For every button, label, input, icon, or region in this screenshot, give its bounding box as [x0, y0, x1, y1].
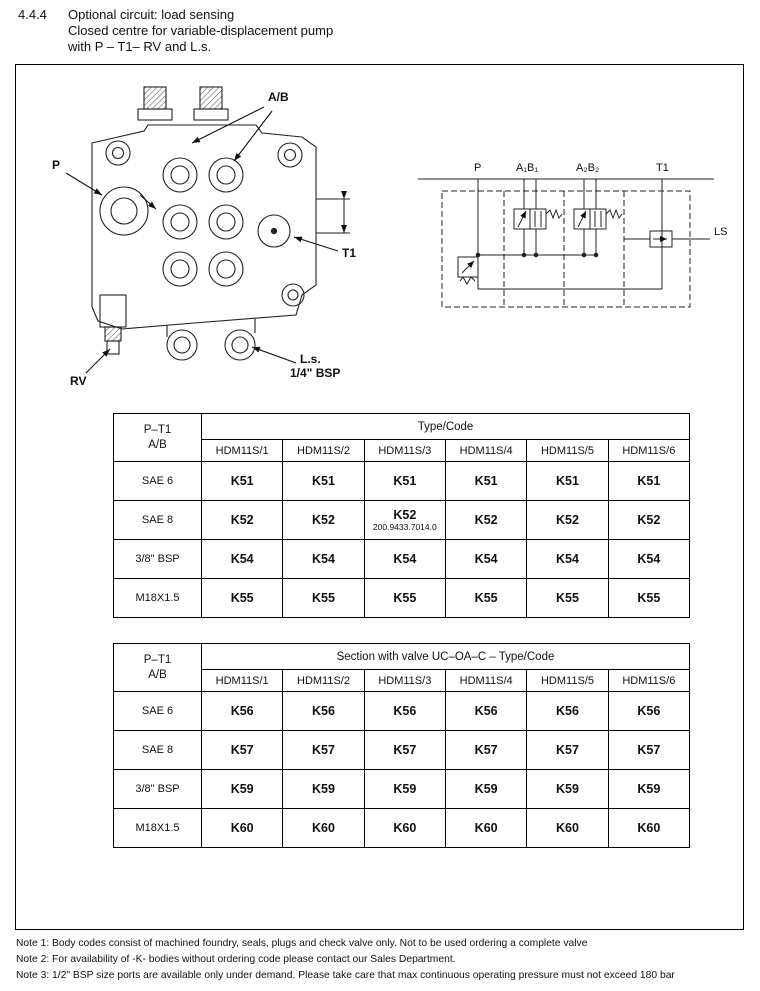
cell-code: K52	[393, 508, 417, 522]
table-cell: K52	[283, 501, 364, 540]
column-header: HDM11S/6	[608, 670, 689, 692]
column-header: HDM11S/4	[445, 670, 526, 692]
table-cell: K55	[527, 579, 608, 618]
table-cell: K59	[608, 770, 689, 809]
leader-p-icon	[66, 173, 102, 195]
table-cell: K59	[364, 770, 445, 809]
table-cell: K56	[527, 692, 608, 731]
table-cell: K56	[445, 692, 526, 731]
content-frame	[15, 64, 744, 930]
stud-icon	[144, 87, 166, 109]
section-number: 4.4.4	[18, 7, 47, 22]
leader-ab2-icon	[234, 111, 272, 161]
corner-line2: A/B	[148, 438, 167, 451]
table-cell: K54	[608, 540, 689, 579]
table-cell: K52	[608, 501, 689, 540]
table-row	[114, 770, 690, 809]
table-cell: K55	[202, 579, 283, 618]
cell-subcode: 200.9433.7014.0	[372, 522, 437, 532]
table-cell: K52	[527, 501, 608, 540]
label-ls-size: 1/4" BSP	[290, 366, 341, 380]
table-cell: K57	[608, 731, 689, 770]
table-cell: K60	[202, 809, 283, 848]
table-row	[114, 501, 690, 540]
table-cell: K55	[445, 579, 526, 618]
table-row	[114, 462, 690, 501]
table-cell	[364, 501, 445, 540]
table-cell: K59	[527, 770, 608, 809]
table1-corner-header	[114, 414, 202, 462]
column-header: HDM11S/3	[364, 670, 445, 692]
column-header: HDM11S/2	[283, 440, 364, 462]
table-cell: K54	[445, 540, 526, 579]
note-2: Note 2: For availability of -K- bodies without ordering code please contact our Sales Department.	[16, 954, 456, 965]
label-ls: L.s.	[300, 352, 321, 366]
table-cell: K52	[202, 501, 283, 540]
section-title	[68, 7, 333, 55]
row-header: 3/8" BSP	[114, 540, 202, 579]
table-cell: K54	[364, 540, 445, 579]
table-cell: K57	[364, 731, 445, 770]
table-cell: K59	[445, 770, 526, 809]
table-cell: K57	[445, 731, 526, 770]
type-code-table	[113, 413, 690, 618]
corner-line2: A/B	[148, 668, 167, 681]
table-cell: K54	[283, 540, 364, 579]
row-header: M18X1.5	[114, 809, 202, 848]
column-header: HDM11S/2	[283, 670, 364, 692]
title-line: with P – T1– RV and L.s.	[68, 39, 212, 54]
corner-line1: P–T1	[143, 653, 172, 666]
table-cell: K51	[608, 462, 689, 501]
column-header: HDM11S/4	[445, 440, 526, 462]
schematic-shapes	[418, 179, 714, 307]
label-ab: A/B	[268, 90, 289, 104]
table-cell: K51	[364, 462, 445, 501]
note-3: Note 3: 1/2" BSP size ports are available only under demand. Please take care that max continuous operating pressure must not exceed 180 bar	[16, 970, 675, 981]
title-line: Closed centre for variable-displacement pump	[68, 23, 334, 38]
table-cell: K59	[283, 770, 364, 809]
section-header	[18, 7, 333, 55]
note-1: Note 1: Body codes consist of machined foundry, seals, plugs and check valve only. Not to be used ordering a complete valve	[16, 938, 588, 949]
column-header: HDM11S/3	[364, 440, 445, 462]
enclosure-outline	[442, 191, 690, 307]
valve-labels	[52, 90, 356, 388]
table-cell: K60	[283, 809, 364, 848]
row-header: M18X1.5	[114, 579, 202, 618]
table-cell: K51	[445, 462, 526, 501]
table-cell: K54	[527, 540, 608, 579]
corner-line1: P–T1	[143, 423, 172, 436]
hydraulic-schematic	[412, 157, 736, 361]
column-header: HDM11S/5	[527, 670, 608, 692]
table-cell: K55	[283, 579, 364, 618]
table2-span-header: Section with valve UC–OA–C – Type/Code	[202, 644, 690, 670]
column-header: HDM11S/5	[527, 440, 608, 462]
table-cell: K51	[527, 462, 608, 501]
table-cell: K51	[283, 462, 364, 501]
table-cell: K57	[527, 731, 608, 770]
rv-cartridge	[100, 295, 126, 327]
uc-oa-c-table	[113, 643, 690, 848]
p-port	[100, 187, 148, 235]
column-header: HDM11S/6	[608, 440, 689, 462]
column-header: HDM11S/1	[202, 670, 283, 692]
stud-icon	[200, 87, 222, 109]
schem-label-a2b2: A₂B₂	[576, 162, 600, 174]
label-t1: T1	[342, 246, 357, 260]
table-row	[114, 731, 690, 770]
table-cell: K60	[527, 809, 608, 848]
table-cell: K60	[364, 809, 445, 848]
footnotes	[16, 936, 675, 984]
schem-label-p: P	[474, 162, 482, 174]
table-cell: K56	[202, 692, 283, 731]
table-cell: K56	[364, 692, 445, 731]
row-header: SAE 8	[114, 731, 202, 770]
table-cell: K52	[445, 501, 526, 540]
row-header: SAE 6	[114, 692, 202, 731]
row-header: SAE 8	[114, 501, 202, 540]
table-cell: K55	[364, 579, 445, 618]
table-cell: K56	[608, 692, 689, 731]
row-header: SAE 6	[114, 462, 202, 501]
table-cell: K59	[202, 770, 283, 809]
table-cell: K60	[608, 809, 689, 848]
column-header: HDM11S/1	[202, 440, 283, 462]
table-cell: K54	[202, 540, 283, 579]
table-row	[114, 579, 690, 618]
schem-label-ls: LS	[714, 226, 728, 238]
table-cell: K56	[283, 692, 364, 731]
leader-ls-icon	[252, 347, 296, 363]
valve-body-drawing	[44, 81, 378, 395]
table-row	[114, 809, 690, 848]
schem-label-t1: T1	[656, 162, 669, 174]
table-row	[114, 692, 690, 731]
table-row	[114, 540, 690, 579]
table-cell: K60	[445, 809, 526, 848]
schem-label-a1b1: A₁B₁	[516, 162, 539, 174]
table1-span-header: Type/Code	[202, 414, 690, 440]
table-cell: K57	[202, 731, 283, 770]
leader-rv-icon	[86, 349, 110, 373]
row-header: 3/8" BSP	[114, 770, 202, 809]
table-cell: K51	[202, 462, 283, 501]
label-p: P	[52, 158, 61, 172]
title-line: Optional circuit: load sensing	[68, 7, 235, 22]
table2-corner-header	[114, 644, 202, 692]
table-cell: K57	[283, 731, 364, 770]
table-cell: K55	[608, 579, 689, 618]
label-rv: RV	[70, 374, 87, 388]
